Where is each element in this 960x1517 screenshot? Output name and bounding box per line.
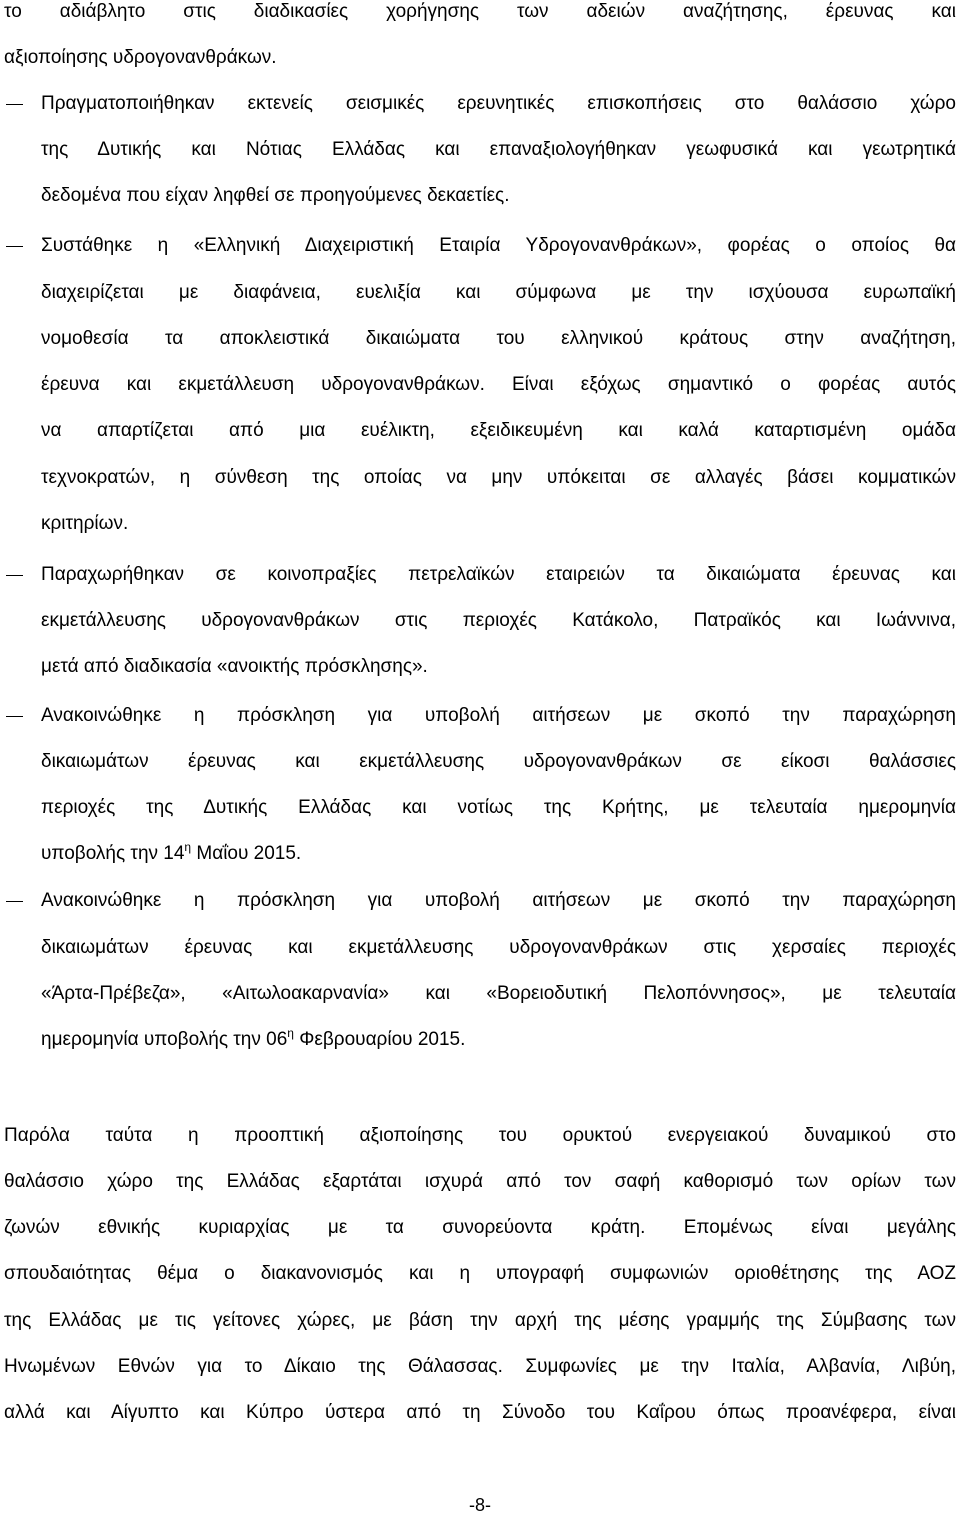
text-line: τεχνοκρατών, η σύνθεση της οποίας να μην υπόκειται σε αλλαγές βάσει κομματικών — [41, 467, 956, 488]
text-line: διαχειρίζεται με διαφάνεια, ευελιξία και σύμφωνα με την ισχύουσα ευρωπαϊκή — [41, 282, 956, 303]
text-line: Συστάθηκε η «Ελληνική Διαχειριστική Εταιρία Υδρογονανθράκων», φορέας ο οποίος θα — [41, 235, 956, 256]
text-line: δεδομένα που είχαν ληφθεί σε προηγούμενες δεκαετίες. — [41, 185, 510, 206]
text-line: Ανακοινώθηκε η πρόσκληση για υποβολή αιτήσεων με σκοπό την παραχώρηση — [41, 890, 956, 911]
text-line: «Άρτα-Πρέβεζα», «Αιτωλοακαρνανία» και «Βορειοδυτική Πελοπόννησος», με τελευταία — [41, 983, 956, 1004]
text-line — [41, 1026, 466, 1051]
text-line: Πραγματοποιήθηκαν εκτενείς σεισμικές ερευνητικές επισκοπήσεις στο θαλάσσιο χώρο — [41, 93, 956, 114]
text-line: μετά από διαδικασία «ανοικτής πρόσκλησης». — [41, 656, 428, 677]
text-span: υποβολής την 14 — [41, 843, 185, 864]
text-line: Ηνωμένων Εθνών για το Δίκαιο της Θάλασσας. Συμφωνίες με την Ιταλία, Αλβανία, Λιβύη, — [4, 1356, 956, 1377]
dash-bullet-icon — [6, 716, 23, 717]
text-line: έρευνα και εκμετάλλευση υδρογονανθράκων. Είναι εξόχως σημαντικό ο φορέας αυτός — [41, 374, 956, 395]
dash-bullet-icon — [6, 575, 23, 576]
superscript-ordinal: η — [184, 840, 192, 854]
text-line: αξιοποίησης υδρογονανθράκων. — [4, 47, 277, 68]
text-line: Παρόλα ταύτα η προοπτική αξιοποίησης του ορυκτού ενεργειακού δυναμικού στο — [4, 1125, 956, 1146]
dash-bullet-icon — [6, 246, 23, 247]
text-span: Μαΐου 2015. — [191, 843, 302, 864]
text-line: της Δυτικής και Νότιας Ελλάδας και επαναξιολογήθηκαν γεωφυσικά και γεωτρητικά — [41, 139, 956, 160]
text-line: Παραχωρήθηκαν σε κοινοπραξίες πετρελαϊκών εταιρειών τα δικαιώματα έρευνας και — [41, 564, 956, 585]
text-line: δικαιωμάτων έρευνας και εκμετάλλευσης υδρογονανθράκων στις χερσαίες περιοχές — [41, 937, 956, 958]
text-line: αλλά και Αίγυπτο και Κύπρο ύστερα από τη Σύνοδο του Καΐρου όπως προανέφερα, είναι — [4, 1402, 956, 1423]
text-line: περιοχές της Δυτικής Ελλάδας και νοτίως της Κρήτης, με τελευταία ημερομηνία — [41, 797, 956, 818]
text-line: το αδιάβλητο στις διαδικασίες χορήγησης των αδειών αναζήτησης, έρευνας και — [4, 1, 956, 22]
text-span: ημερομηνία υποβολής την 06 — [41, 1029, 288, 1050]
text-span: Φεβρουαρίου 2015. — [293, 1029, 466, 1050]
text-line: θαλάσσιο χώρο της Ελλάδας εξαρτάται ισχυρά από τον σαφή καθορισμό των ορίων των — [4, 1171, 956, 1192]
text-line: εκμετάλλευσης υδρογονανθράκων στις περιοχές Κατάκολο, Πατραϊκός και Ιωάννινα, — [41, 610, 956, 631]
text-line: κριτηρίων. — [41, 513, 129, 534]
text-line: νομοθεσία τα αποκλειστικά δικαιώματα του ελληνικού κράτους στην αναζήτηση, — [41, 328, 956, 349]
text-line: δικαιωμάτων έρευνας και εκμετάλλευσης υδρογονανθράκων σε είκοσι θαλάσσιες — [41, 751, 956, 772]
text-line: σπουδαιότητας θέμα ο διακανονισμός και η υπογραφή συμφωνιών οριοθέτησης της ΑΟΖ — [4, 1263, 956, 1284]
superscript-ordinal: η — [287, 1026, 294, 1040]
dash-bullet-icon — [6, 901, 23, 902]
dash-bullet-icon — [6, 104, 23, 105]
text-line: να απαρτίζεται από μια ευέλικτη, εξειδικευμένη και καλά καταρτισμένη ομάδα — [41, 420, 956, 441]
text-line — [41, 840, 302, 865]
text-line: της Ελλάδας με τις γείτονες χώρες, με βάση την αρχή της μέσης γραμμής της Σύμβασης των — [4, 1310, 956, 1331]
text-line: Ανακοινώθηκε η πρόσκληση για υποβολή αιτήσεων με σκοπό την παραχώρηση — [41, 705, 956, 726]
text-line: ζωνών εθνικής κυριαρχίας με τα συνορεύοντα κράτη. Επομένως είναι μεγάλης — [4, 1217, 956, 1238]
page-number: -8- — [469, 1495, 491, 1515]
